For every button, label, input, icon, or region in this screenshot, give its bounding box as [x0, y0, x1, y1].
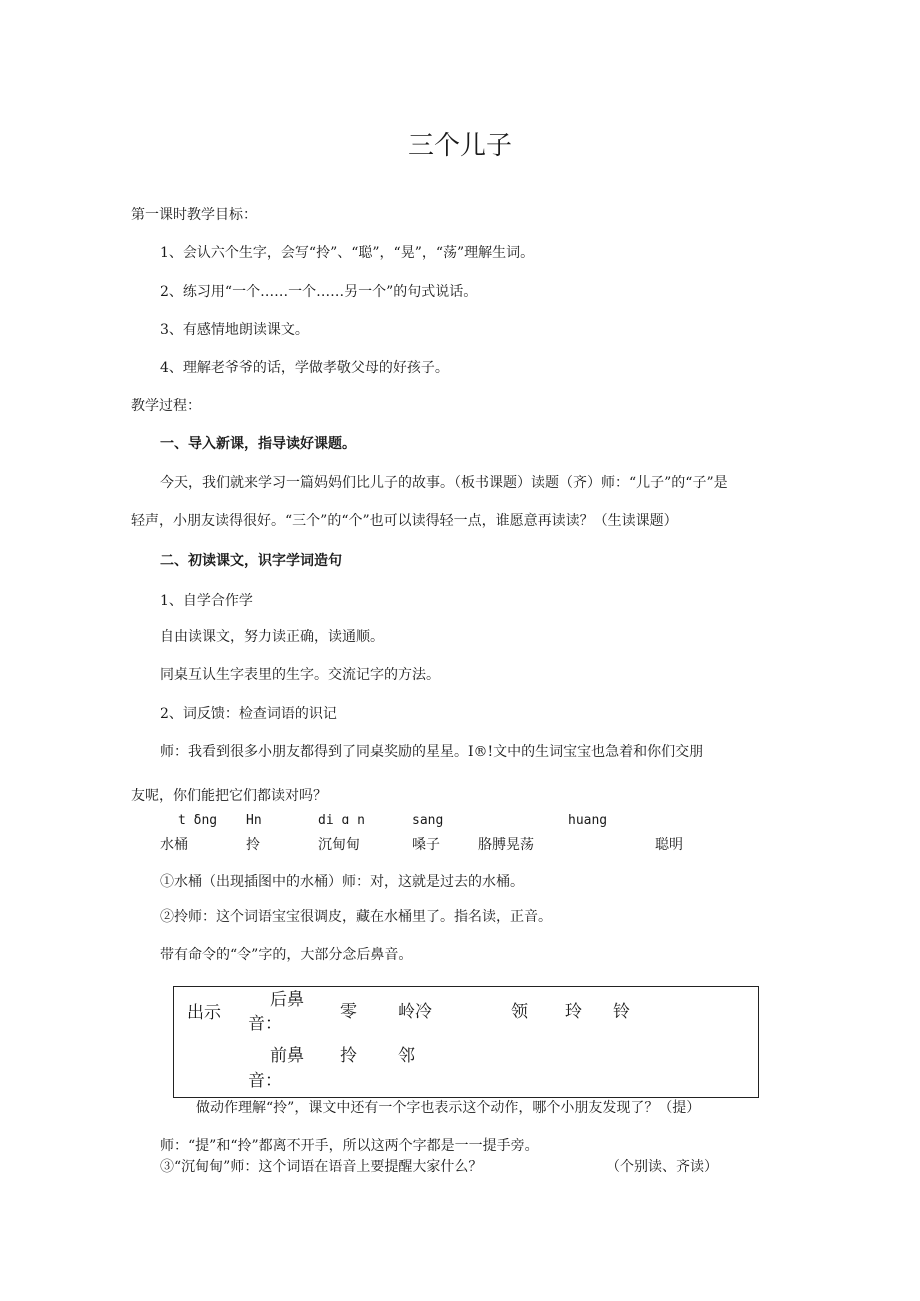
section1-paragraph-line1: 今天，我们就来学习一篇妈妈们比儿子的故事。（板书课题）读题（齐）师：“儿子”的“子”是	[160, 475, 728, 491]
back-nasal-label: 音：	[248, 1014, 282, 1034]
goal-item: 3、有感情地朗读课文。	[160, 322, 309, 338]
note-line: 带有命令的“令”字的，大部分念后鼻音。	[160, 947, 413, 963]
back-nasal-char: 领	[511, 1002, 528, 1022]
page-title: 三个儿子	[407, 131, 512, 161]
back-nasal-char: 零	[340, 1002, 357, 1022]
teacher-line: 友呢，你们能把它们都读对吗？	[131, 788, 327, 804]
back-nasal-char: 岭冷	[398, 1002, 432, 1022]
section2-heading: 二、初读课文，识字学词造句	[160, 553, 342, 569]
pinyin-label: t δng	[178, 813, 218, 828]
section1-heading: 一、导入新课，指导读好课题。	[160, 436, 356, 452]
vocab-word: 沉甸甸	[318, 837, 360, 853]
back-nasal-char: 玲	[565, 1002, 582, 1022]
pinyin-label: di ɑ n	[318, 813, 365, 828]
goals-heading: 第一课时教学目标：	[131, 207, 257, 223]
teacher-line: 师：我看到很多小朋友都得到了同桌奖励的星星。I®!文中的生词宝宝也急着和你们交朋	[160, 744, 704, 760]
pinyin-label: huang	[568, 813, 608, 828]
vocab-word: 拎	[246, 837, 260, 853]
after-box-note: （个别读、齐读）	[606, 1159, 718, 1175]
goal-item: 4、理解老爷爷的话，学做孝敬父母的好孩子。	[160, 360, 449, 376]
pinyin-label: Hn	[246, 813, 262, 828]
back-nasal-char: 铃	[613, 1002, 630, 1022]
after-box-line: 师：“提”和“拎”都离不开手，所以这两个字都是一一提手旁。	[160, 1138, 539, 1154]
sub1-paragraph: 自由读课文，努力读正确，读通顺。	[160, 629, 384, 645]
goal-item: 1、会认六个生字，会写“拎”、“聪”，“晃”，“荡”理解生词。	[160, 245, 535, 261]
after-box-line: 做动作理解“拎”，课文中还有一个字也表示这个动作，哪个小朋友发现了？（提）	[196, 1100, 701, 1116]
pinyin-label: sang	[412, 813, 444, 828]
note-line: ②拎师：这个词语宝宝很调皮，藏在水桶里了。指名读，正音。	[160, 909, 552, 925]
front-nasal-char: 拎	[340, 1046, 357, 1066]
after-box-line: ③“沉甸甸”师：这个词语在语音上要提醒大家什么？	[160, 1159, 483, 1175]
vocab-word: 嗓子	[412, 837, 440, 853]
front-nasal-label: 前鼻	[270, 1046, 304, 1066]
section1-paragraph-line2: 轻声，小朋友读得很好。“三个”的“个”也可以读得轻一点，谁愿意再读读？（生读课题）	[131, 513, 678, 529]
vocab-word: 水桶	[160, 837, 188, 853]
process-heading: 教学过程：	[131, 398, 201, 414]
goal-item: 2、练习用“一个……一个……另一个”的句式说话。	[160, 284, 478, 300]
subsection-2: 2、词反馈：检查词语的识记	[160, 706, 337, 722]
box-show-label: 出示	[187, 1003, 221, 1023]
back-nasal-label: 后鼻	[270, 990, 304, 1010]
vocab-word: 聪明	[655, 837, 683, 853]
note-line: ①水桶（出现插图中的水桶）师：对，这就是过去的水桶。	[160, 874, 524, 890]
sub1-paragraph: 同桌互认生字表里的生字。交流记字的方法。	[160, 667, 440, 683]
vocab-word: 胳膊晃荡	[478, 837, 534, 853]
front-nasal-label: 音：	[248, 1071, 282, 1091]
front-nasal-char: 邻	[398, 1046, 415, 1066]
subsection-1: 1、自学合作学	[160, 593, 253, 609]
